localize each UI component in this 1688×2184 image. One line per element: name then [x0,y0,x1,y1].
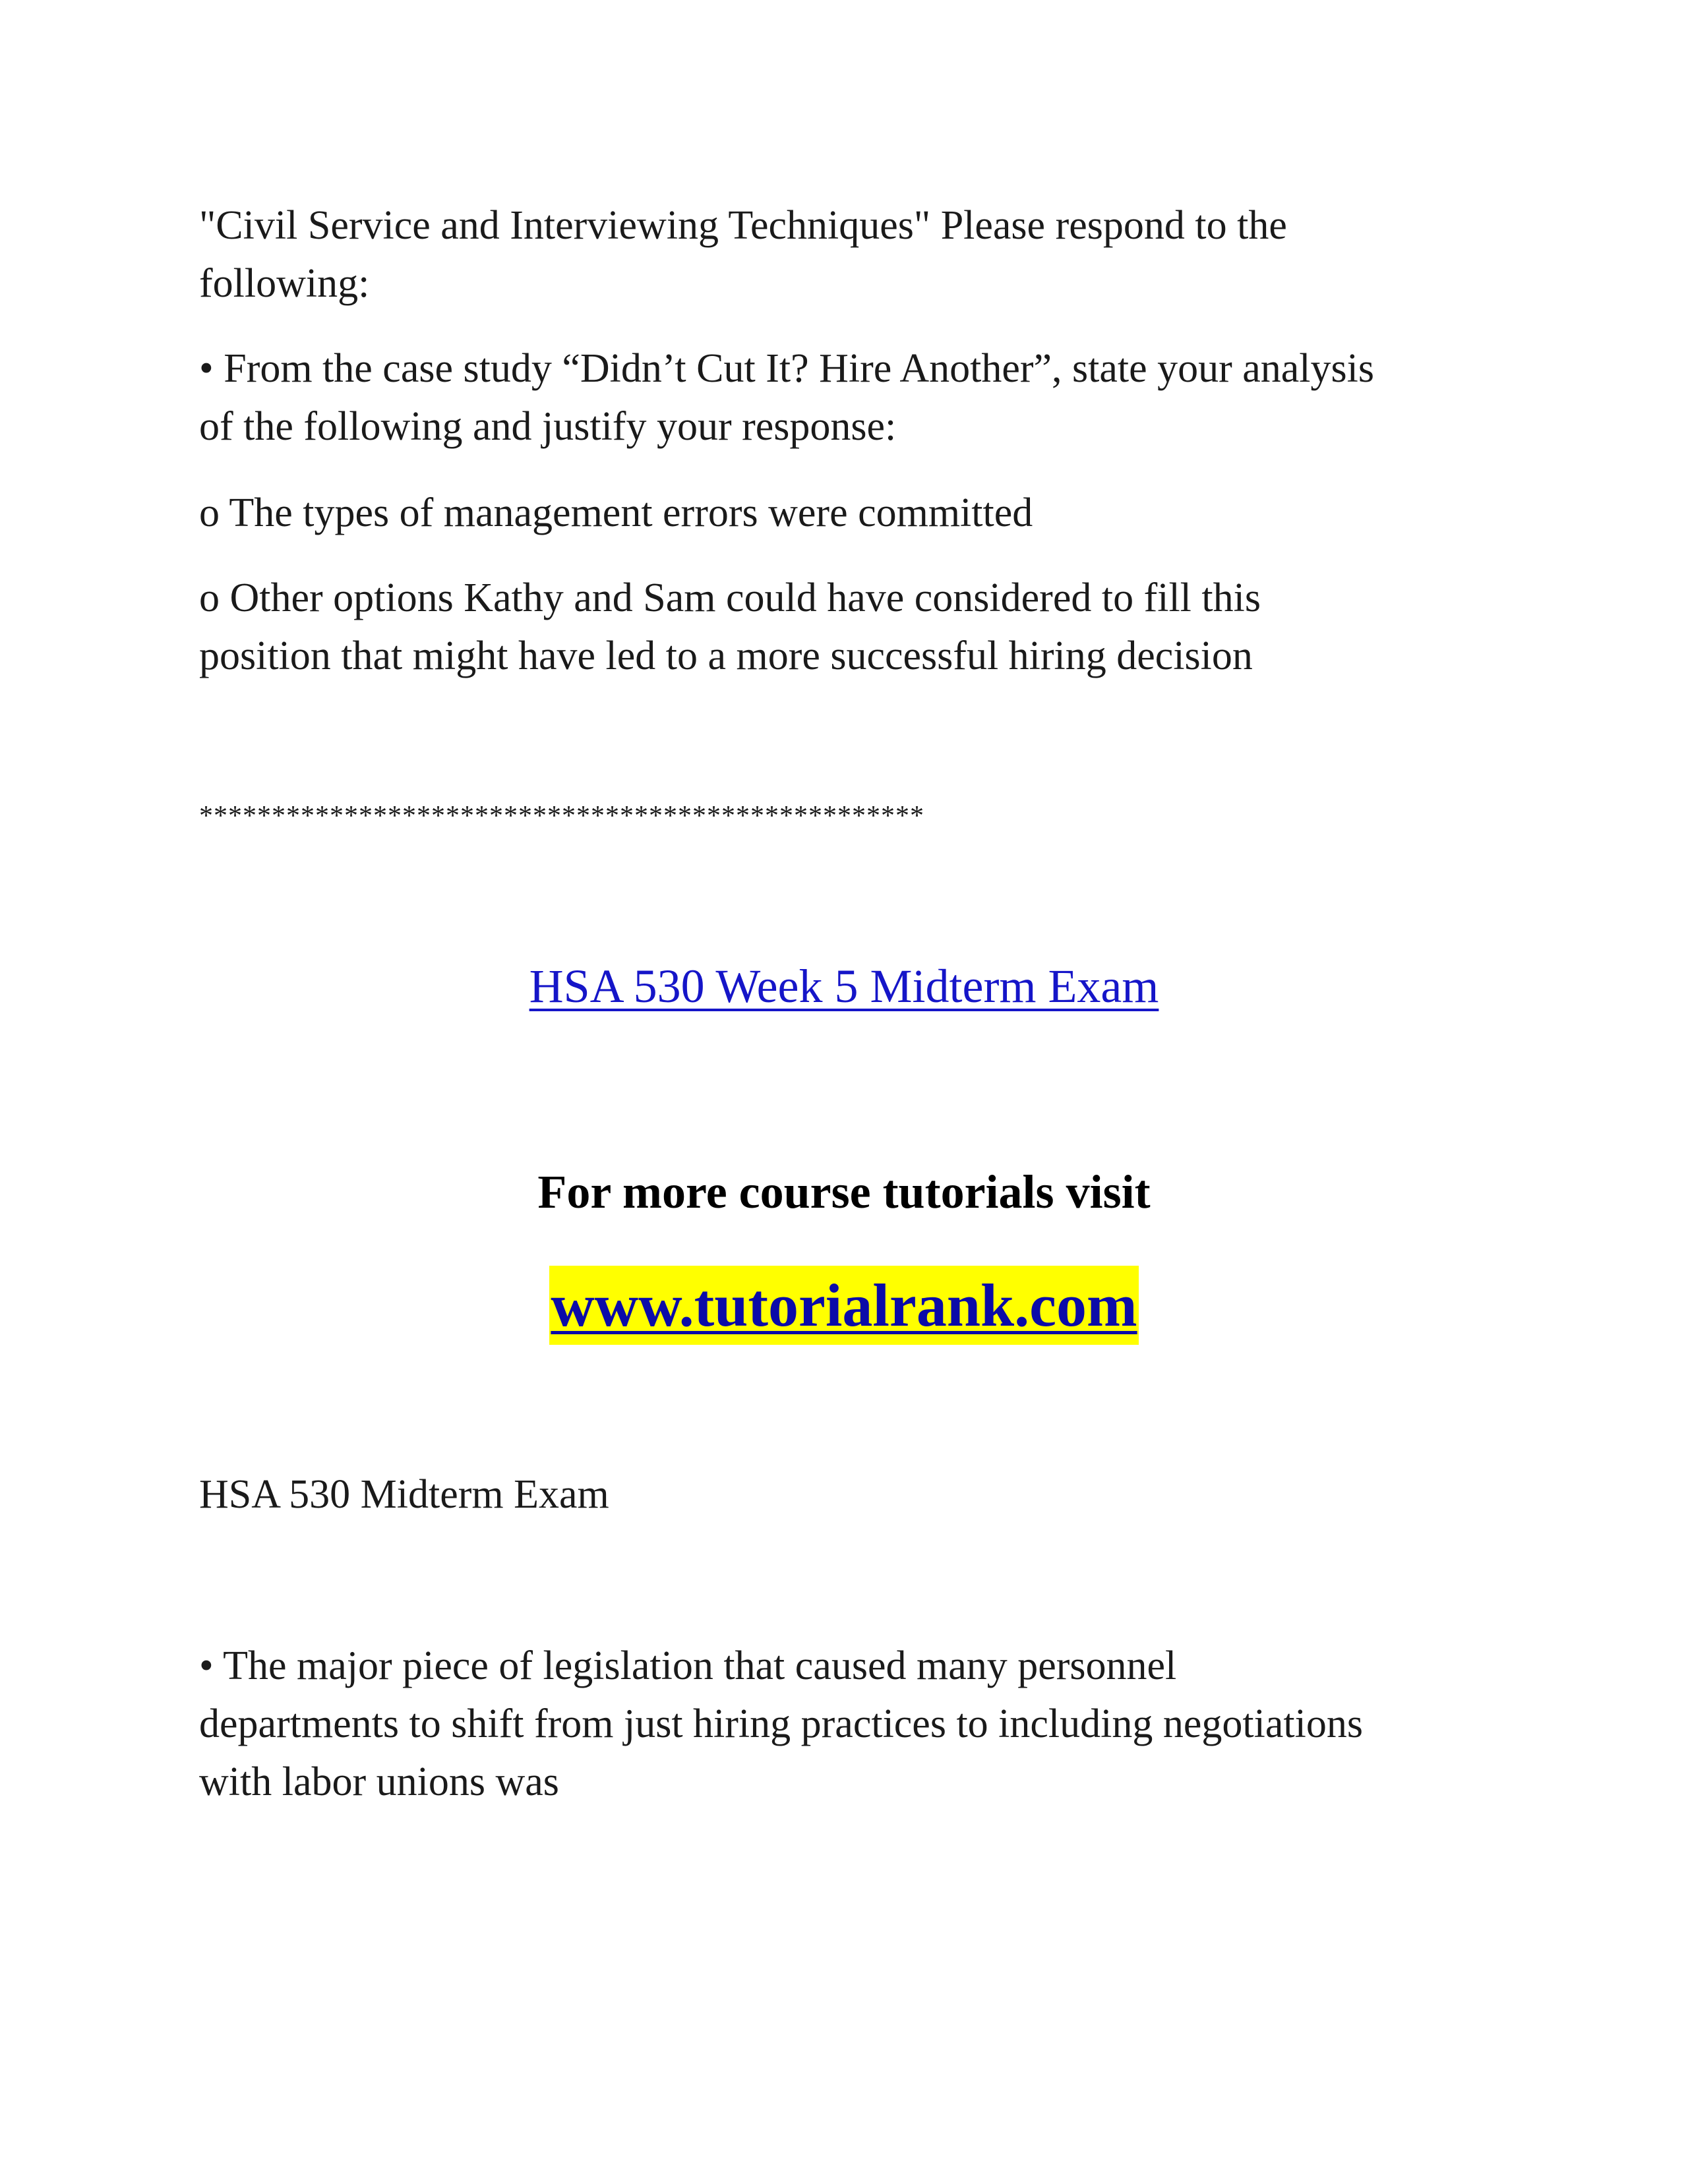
case-study-line-1: • From the case study “Didn’t Cut It? Hire Another”, state your analysis [199,346,1375,391]
sub-item-management-errors [199,484,1518,542]
sub-item-2-line-1: o Other options Kathy and Sam could have considered to fill this [199,576,1261,620]
sub-item-other-options [199,569,1518,685]
tutorialrank-link[interactable]: www.tutorialrank.com [549,1266,1138,1345]
intro-line-2: following: [199,261,370,306]
exam-link-paragraph [0,955,1688,1018]
exam-link[interactable]: HSA 530 Week 5 Midterm Exam [529,960,1159,1013]
question-1 [199,1637,1518,1811]
intro-paragraph [199,196,1518,312]
sub-item-1-line-1: o The types of management errors were committed [199,490,1033,535]
sub-item-2-line-2: position that might have led to a more successful hiring decision [199,634,1253,678]
section-title-text: HSA 530 Midterm Exam [199,1472,609,1517]
intro-line-1: "Civil Service and Interviewing Techniques" Please respond to the [199,203,1287,248]
case-study-line-2: of the following and justify your response: [199,404,897,449]
question-1-line-1: • The major piece of legislation that caused many personnel [199,1643,1177,1688]
question-1-line-3: with labor unions was [199,1759,559,1804]
question-1-line-2: departments to shift from just hiring practices to including negotiations [199,1701,1363,1746]
promo-heading: For more course tutorials visit [537,1166,1151,1218]
promo-site-paragraph [0,1266,1688,1345]
separator-asterisks: ************************************************** [199,801,924,831]
case-study-bullet [199,339,1518,456]
section-title [199,1465,1518,1523]
